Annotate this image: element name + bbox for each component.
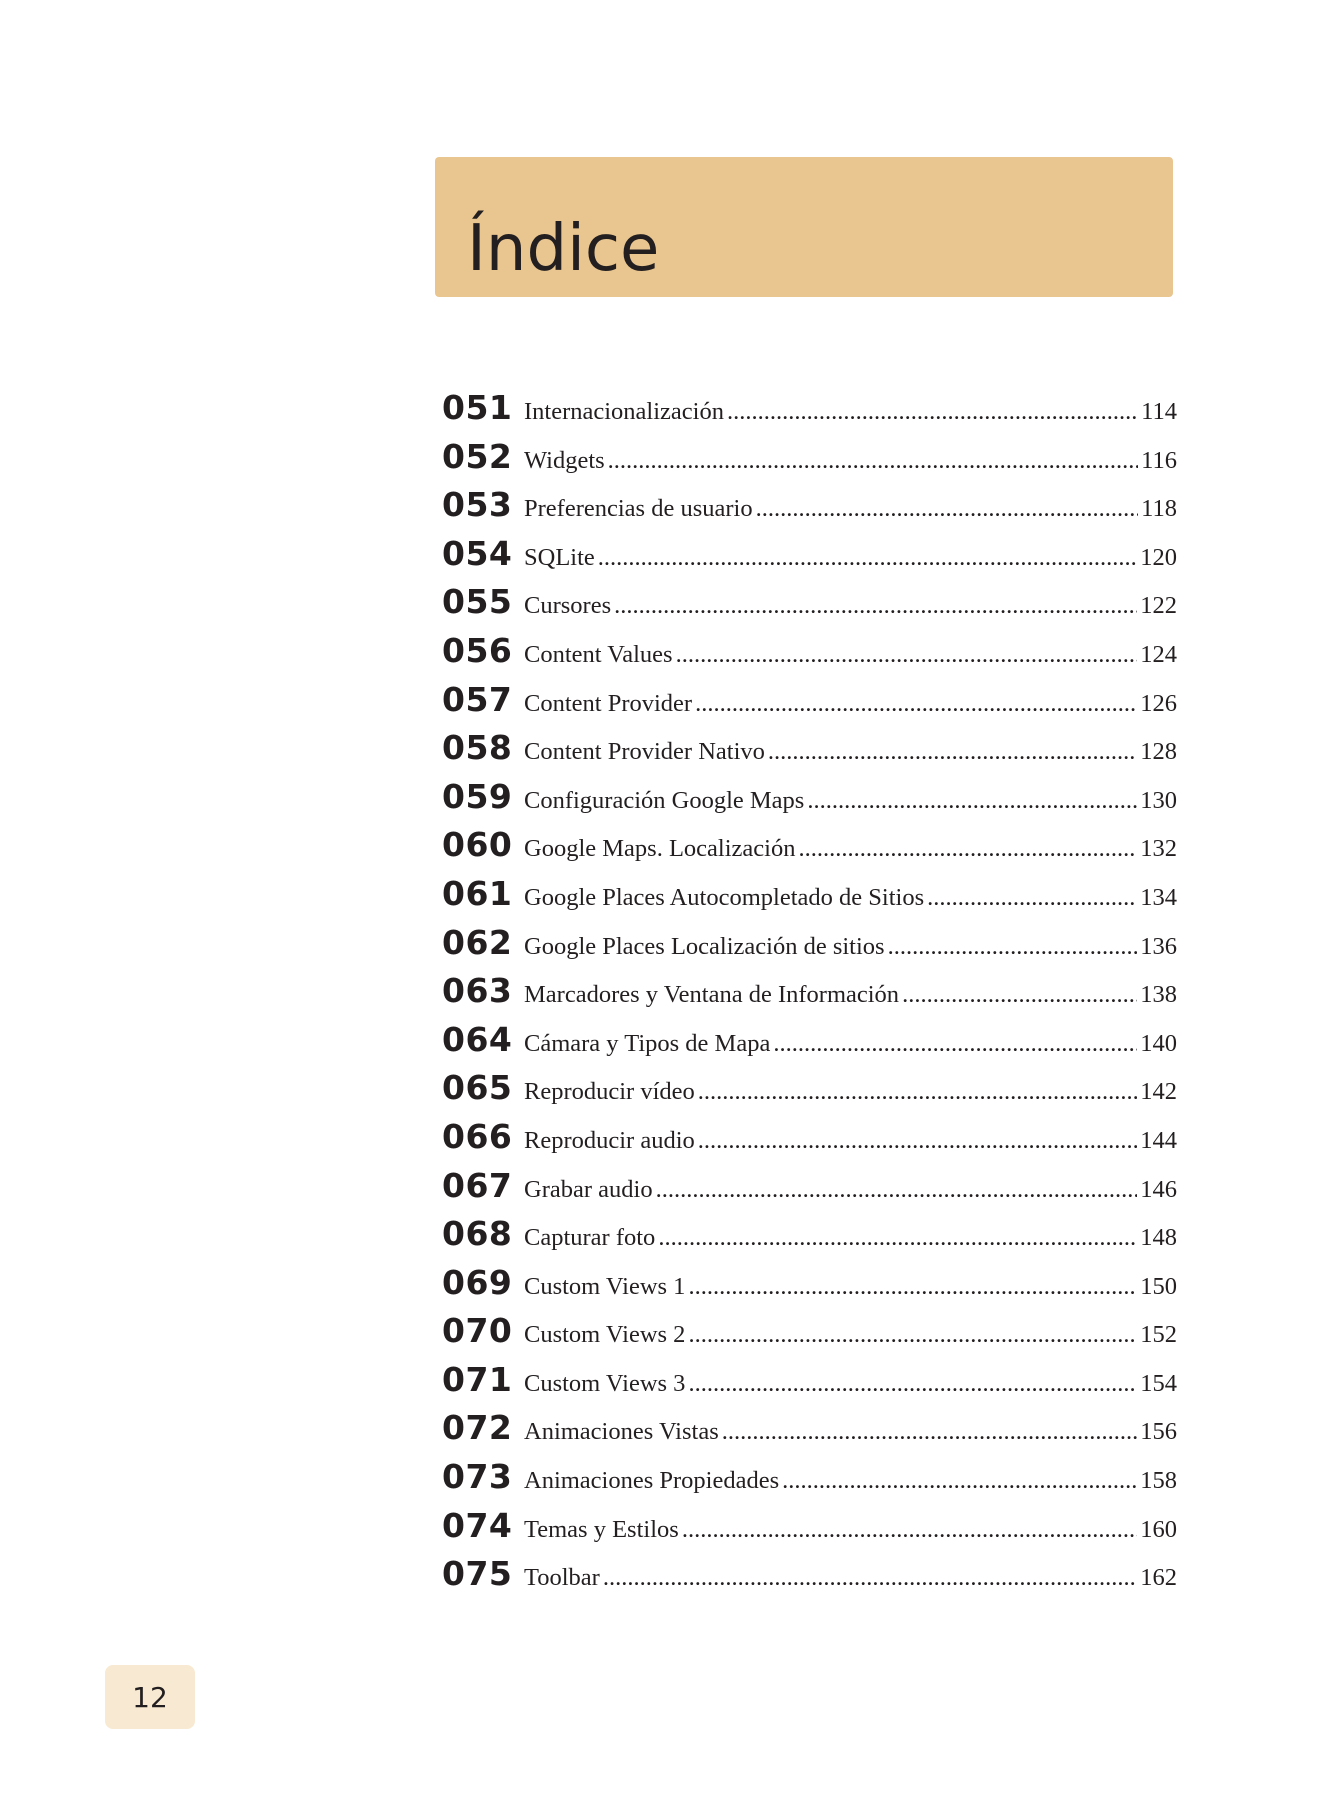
toc-entry-title: Preferencias de usuario [524,495,753,523]
toc-dot-leader [688,1370,1137,1398]
toc-entry-title: SQLite [524,543,595,571]
toc-entry [442,777,1177,826]
toc-entry-title: Grabar audio [524,1175,653,1203]
toc-entry-title: Google Maps. Localización [524,835,796,863]
toc-entry-title: Internacionalización [524,398,724,425]
toc-dot-leader [807,787,1137,815]
toc-dot-leader [768,738,1137,766]
toc-dot-leader [798,835,1137,863]
page-title: Índice [467,212,660,286]
toc-entry-number: 058 [442,728,513,768]
toc-entry-number: 072 [442,1408,513,1448]
toc-entry [442,1068,1177,1117]
toc-entry-number: 051 [442,388,513,427]
toc-entry-number: 067 [442,1165,513,1205]
toc-dot-leader [727,398,1138,426]
toc-entry [442,1408,1177,1457]
toc-entry-title: Reproducir vídeo [524,1078,695,1106]
toc-entry-title: Content Provider [524,689,693,717]
toc-dot-leader [773,1030,1137,1058]
toc-entry-title: Google Places Autocompletado de Sitios [524,883,925,911]
toc-dot-leader [656,1176,1138,1204]
toc-entry-number: 061 [442,873,513,913]
toc-dot-leader [927,884,1137,912]
toc-entry [442,1117,1177,1166]
toc-entry-title: Configuración Google Maps [524,786,805,814]
toc-entry-number: 063 [442,971,513,1011]
toc-dot-leader [688,1321,1137,1349]
toc-entry [442,485,1177,534]
toc-dot-leader [688,1273,1137,1301]
toc-entry-number: 053 [442,485,513,525]
toc-dot-leader [698,1078,1137,1106]
toc-entry-title: Custom Views 3 [524,1369,686,1397]
toc-entry-number: 052 [442,436,513,476]
toc-entry [442,728,1177,777]
toc-entry [442,825,1177,874]
toc-entry [442,874,1177,923]
index-header-banner [435,157,1173,297]
toc-entry-title: Toolbar [524,1564,600,1592]
toc-entry-page: 116 [1141,446,1177,474]
toc-dot-leader [682,1516,1137,1544]
toc-entry [442,680,1177,729]
toc-dot-leader [614,592,1137,620]
toc-entry-number: 054 [442,533,513,573]
toc-dot-leader [603,1564,1137,1592]
toc-entry-title: Cámara y Tipos de Mapa [524,1029,771,1057]
toc-entry-number: 060 [442,825,513,865]
toc-entry-page: 134 [1140,883,1177,911]
toc-entry-title: Reproducir audio [524,1126,695,1154]
page-number-badge: 12 [105,1665,195,1729]
toc-entry-page: 148 [1140,1224,1177,1252]
toc-entry-title: Content Values [524,640,673,668]
toc-entry-number: 073 [442,1457,513,1497]
toc-entry-number: 062 [442,922,513,962]
toc-entry-title: Animaciones Vistas [524,1418,719,1446]
toc-entry-page: 146 [1140,1175,1177,1203]
toc-entry [442,388,1177,437]
toc-entry-title: Marcadores y Ventana de Información [524,981,900,1009]
toc-entry [442,971,1177,1020]
toc-entry-title: Google Places Localización de sitios [524,932,885,960]
toc-entry [442,923,1177,972]
toc-entry-page: 142 [1140,1078,1177,1106]
toc-entry-page: 160 [1140,1515,1177,1543]
toc-entry-page: 136 [1140,932,1177,960]
toc-entry-title: Content Provider Nativo [524,738,765,766]
toc-entry-page: 124 [1140,640,1177,668]
toc-entry-page: 152 [1140,1321,1177,1349]
toc-entry-number: 075 [442,1554,513,1594]
toc-entry [442,1554,1177,1603]
toc-entry [442,582,1177,631]
toc-entry-page: 138 [1140,981,1177,1009]
toc-entry-number: 066 [442,1116,513,1156]
toc-entry-number: 071 [442,1359,513,1399]
toc-dot-leader [608,447,1138,475]
toc-dot-leader [722,1418,1138,1446]
toc-entry-number: 055 [442,582,513,622]
toc-entry-title: Temas y Estilos [524,1515,679,1543]
toc-entry-page: 156 [1140,1418,1177,1446]
toc-entry-number: 065 [442,1068,513,1108]
toc-entry-title: Capturar foto [524,1224,656,1252]
toc-entry [442,1263,1177,1312]
toc-entry-page: 150 [1140,1272,1177,1300]
toc-entry-page: 158 [1140,1467,1177,1495]
toc-entry [442,1020,1177,1069]
toc-entry-page: 126 [1140,689,1177,717]
toc-entry [442,1506,1177,1555]
table-of-contents [442,388,1177,1603]
toc-entry [442,631,1177,680]
toc-entry-title: Animaciones Propiedades [524,1467,780,1495]
toc-entry-page: 140 [1140,1029,1177,1057]
toc-entry [442,534,1177,583]
toc-entry-page: 130 [1140,786,1177,814]
toc-entry-page: 122 [1140,592,1177,620]
toc-entry [442,1166,1177,1215]
toc-dot-leader [695,690,1137,718]
toc-entry-number: 074 [442,1505,513,1545]
toc-entry-number: 059 [442,776,513,816]
toc-entry-page: 162 [1140,1564,1177,1592]
toc-dot-leader [902,981,1137,1009]
toc-entry-page: 120 [1140,543,1177,571]
toc-dot-leader [782,1467,1137,1495]
toc-entry-page: 118 [1141,495,1177,523]
toc-entry-page: 154 [1140,1369,1177,1397]
toc-entry-page: 132 [1140,835,1177,863]
toc-entry-title: Custom Views 1 [524,1272,686,1300]
toc-entry [442,1457,1177,1506]
toc-dot-leader [598,544,1137,572]
toc-dot-leader [888,933,1138,961]
toc-entry-page: 128 [1140,738,1177,766]
toc-dot-leader [658,1224,1137,1252]
toc-dot-leader [756,495,1139,523]
toc-entry [442,1214,1177,1263]
toc-entry-number: 069 [442,1262,513,1302]
toc-entry-number: 064 [442,1019,513,1059]
toc-entry-page: 114 [1141,398,1177,425]
toc-entry [442,437,1177,486]
toc-dot-leader [698,1127,1137,1155]
toc-entry [442,1311,1177,1360]
toc-entry-number: 068 [442,1214,513,1254]
toc-dot-leader [676,641,1138,669]
toc-entry-page: 144 [1140,1126,1177,1154]
toc-entry-title: Custom Views 2 [524,1321,686,1349]
toc-entry-number: 070 [442,1311,513,1351]
toc-entry-number: 056 [442,630,513,670]
toc-entry-title: Cursores [524,592,612,620]
toc-entry [442,1360,1177,1409]
toc-entry-title: Widgets [524,446,605,474]
toc-entry-number: 057 [442,679,513,719]
